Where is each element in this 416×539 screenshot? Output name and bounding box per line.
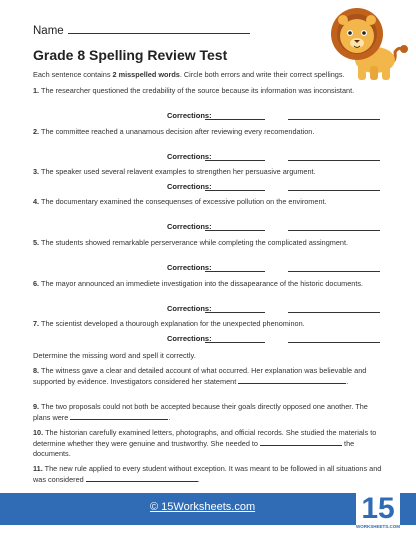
corrections-label: Corrections: [167,304,212,313]
question-tail: the documents. [33,439,355,459]
question-text: The new rule applied to every student without exception. It was meant to be followed in all situations and was considered [33,464,382,485]
question-text: The witness gave a clear and detailed account of what occurred. Her explanation was believable and supported by evidence. Investigators considered her statement [33,366,367,387]
question-number: 1. [33,86,40,95]
answer-blank[interactable] [86,474,200,485]
logo-subtext: WORKSHEETS.COM [356,524,400,529]
correction-blank-2[interactable] [288,119,380,120]
question-text: The documentary examined the consequenses of excessive pollution on the enviroment. [41,197,327,206]
corrections-label: Corrections: [167,334,212,343]
corrections-label: Corrections: [167,111,212,120]
question-tail: . [197,475,200,485]
answer-blank[interactable] [238,376,349,387]
question-number: 9. [33,402,40,411]
correction-blank-2[interactable] [288,271,380,272]
name-line [68,24,250,34]
question-11 [33,464,383,485]
corrections-label: Corrections: [167,263,212,272]
question-number: 2. [33,127,40,136]
instructions-post: . Circle both errors and write their correct spellings. [179,70,345,79]
question-4 [33,197,383,207]
instructions-bold: 2 misspelled words [112,70,180,79]
correction-blank-1[interactable] [205,230,265,231]
correction-blank-1[interactable] [205,160,265,161]
question-10 [33,428,383,460]
question-9 [33,402,383,423]
question-text: The speaker used several relavent examples to strengthen her persuasive argument. [41,167,316,176]
question-text: The historian carefully examined letters, photographs, and official records. She studied the materials to determine whether they were genuine and trustworthy. She needed to [33,428,377,449]
question-number: 11. [33,464,43,473]
answer-blank[interactable] [70,412,171,423]
correction-blank-2[interactable] [288,190,380,191]
page-title: Grade 8 Spelling Review Test [33,47,228,63]
answer-blank[interactable] [260,438,342,446]
correction-blank-1[interactable] [205,312,265,313]
logo-number: 15 [361,492,395,525]
section-heading: Determine the missing word and spell it correctly. [33,351,196,360]
question-1 [33,86,383,96]
correction-blank-1[interactable] [205,342,265,343]
question-number: 4. [33,197,40,206]
question-number: 10. [33,428,44,437]
corrections-label: Corrections: [167,182,212,191]
question-text: The researcher questioned the credability of the source because its information was inconsistant. [41,86,355,95]
corrections-label: Corrections: [167,152,212,161]
footer-bar [0,493,416,525]
name-row [33,24,250,37]
question-tail: . [346,377,349,387]
question-tail: . [168,413,171,423]
footer-link[interactable]: © 15Worksheets.com [150,501,256,513]
correction-blank-2[interactable] [288,312,380,313]
question-number: 8. [33,366,40,375]
correction-blank-2[interactable] [288,160,380,161]
question-5 [33,238,383,248]
question-number: 6. [33,279,40,288]
correction-blank-2[interactable] [288,230,380,231]
question-3 [33,167,383,177]
correction-blank-1[interactable] [205,119,265,120]
instructions-pre: Each sentence contains [33,70,113,79]
correction-blank-1[interactable] [205,190,265,191]
question-text: The students showed remarkable perserverance while completing the complicated assingment. [41,238,349,247]
question-8 [33,366,383,387]
correction-blank-2[interactable] [288,342,380,343]
question-number: 7. [33,319,40,328]
question-number: 3. [33,167,40,176]
question-text: The committee reached a unanamous decision after reviewing every recomendation. [41,127,315,136]
name-label: Name [33,25,64,37]
question-text: The scientist developed a thourough explanation for the unexpected phenominon. [41,319,305,328]
worksheets-logo [356,486,400,532]
corrections-label: Corrections: [167,222,212,231]
correction-blank-1[interactable] [205,271,265,272]
question-text: The mayor announced an immediete investigation into the dissapearance of the historic documents. [41,279,364,288]
question-7 [33,319,383,329]
question-6 [33,279,383,289]
question-number: 5. [33,238,40,247]
question-2 [33,127,383,137]
instructions [33,70,383,79]
question-text: The two proposals could not both be accepted because their goals directly opposed one another. The plans were [33,402,368,423]
